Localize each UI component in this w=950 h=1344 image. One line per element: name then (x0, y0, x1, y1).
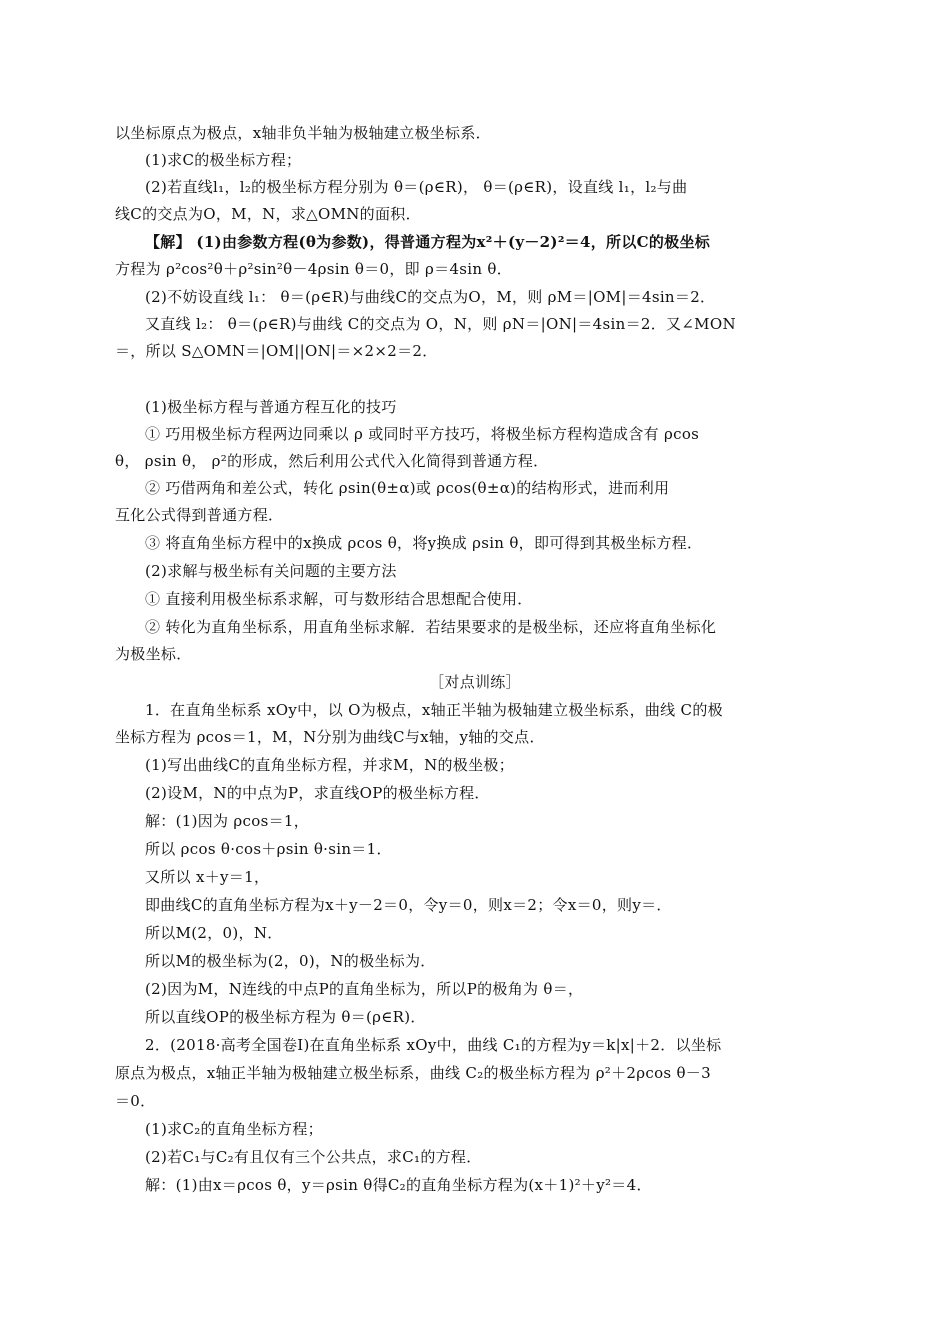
text-line: (2)若直线l₁，l₂的极坐标方程分别为 θ＝(ρ∈R)， θ＝(ρ∈R)，设直线 l₁，l₂与曲 (145, 178, 688, 196)
text-line: 所以 ρcos θ·cos＋ρsin θ·sin＝1． (145, 840, 392, 858)
text-line: (2)不妨设直线 l₁： θ＝(ρ∈R)与曲线C的交点为O，M，则 ρM＝|OM|＝4sin＝2． (145, 288, 716, 306)
text-line: (1)写出曲线C的直角坐标方程，并求M，N的极坐极； (145, 756, 515, 774)
text-line: 解：(1)由x＝ρcos θ，y＝ρsin θ得C₂的直角坐标方程为(x＋1)²＋y²＝4． (145, 1176, 652, 1194)
text-line: ① 直接利用极坐标系求解，可与数形结合思想配合使用． (145, 590, 533, 608)
text-line: 所以直线OP的极坐标方程为 θ＝(ρ∈R)． (145, 1008, 426, 1026)
text-line: ① 巧用极坐标方程两边同乘以 ρ 或同时平方技巧，将极坐标方程构造成含有 ρcos (145, 425, 700, 443)
text-line: ＝，所以 S△OMN＝|OM||ON|＝×2×2＝2． (115, 342, 438, 360)
section-title: ［对点训练］ (429, 673, 521, 691)
method-heading: (2)求解与极坐标有关问题的主要方法 (145, 562, 397, 580)
solution-line: 【解】 (1)由参数方程(θ为参数)，得普通方程为x²＋(y－2)²＝4，所以C的极坐标 (145, 233, 711, 251)
text-line: 1．在直角坐标系 xOy中，以 O为极点，x轴正半轴为极轴建立极坐标系，曲线 C的极 (145, 701, 723, 719)
text-line: (1)求C₂的直角坐标方程； (145, 1120, 323, 1138)
text-line: 又所以 x＋y＝1， (145, 868, 270, 886)
text-line: (2)因为M，N连线的中点P的直角坐标为，所以P的极角为 θ＝， (145, 980, 584, 998)
text-line: ③ 将直角坐标方程中的x换成 ρcos θ，将y换成 ρsin θ，即可得到其极坐标方程． (145, 534, 703, 552)
text-line: θ， ρsin θ， ρ²的形成，然后利用公式代入化简得到普通方程． (115, 452, 549, 470)
text-line: 所以M的极坐标为(2，0)，N的极坐标为． (145, 952, 436, 970)
text-line: 即曲线C的直角坐标方程为x＋y－2＝0，令y＝0，则x＝2；令x＝0，则y＝． (145, 896, 672, 914)
text-line: 2．(2018·高考全国卷Ⅰ)在直角坐标系 xOy中，曲线 C₁的方程为y＝k|x|＋2．以坐标 (145, 1036, 722, 1054)
text-line: ＝0． (115, 1092, 156, 1110)
text-line: 方程为 ρ²cos²θ＋ρ²sin²θ－4ρsin θ＝0，即 ρ＝4sin θ． (115, 260, 513, 278)
text-line: (2)若C₁与C₂有且仅有三个公共点，求C₁的方程． (145, 1148, 482, 1166)
text-line: 互化公式得到普通方程． (115, 506, 284, 524)
text-line: ② 巧借两角和差公式，转化 ρsin(θ±α)或 ρcos(θ±α)的结构形式，进而利用 (145, 479, 670, 497)
text-line: (2)设M，N的中点为P，求直线OP的极坐标方程． (145, 784, 490, 802)
text-line: 为极坐标． (115, 645, 192, 663)
text-line: 解：(1)因为 ρcos＝1， (145, 812, 310, 830)
text-line: 坐标方程为 ρcos＝1，M，N分别为曲线C与x轴，y轴的交点． (115, 728, 545, 746)
text-line: 原点为极点，x轴正半轴为极轴建立极坐标系，曲线 C₂的极坐标方程为 ρ²＋2ρcos θ－3 (115, 1064, 711, 1082)
text-line: 又直线 l₂： θ＝(ρ∈R)与曲线 C的交点为 O，N，则 ρN＝|ON|＝4sin＝2．又∠MON (145, 315, 736, 333)
text-line: 所以M(2，0)，N． (145, 924, 283, 942)
text-line: 线C的交点为O，M，N，求△OMN的面积． (115, 205, 421, 223)
text-line: (1)求C的极坐标方程； (145, 151, 302, 169)
text-line: ② 转化为直角坐标系，用直角坐标求解．若结果要求的是极坐标，还应将直角坐标化 (145, 618, 717, 636)
method-heading: (1)极坐标方程与普通方程互化的技巧 (145, 398, 397, 416)
text-line: 以坐标原点为极点，x轴非负半轴为极轴建立极坐标系． (115, 124, 491, 142)
